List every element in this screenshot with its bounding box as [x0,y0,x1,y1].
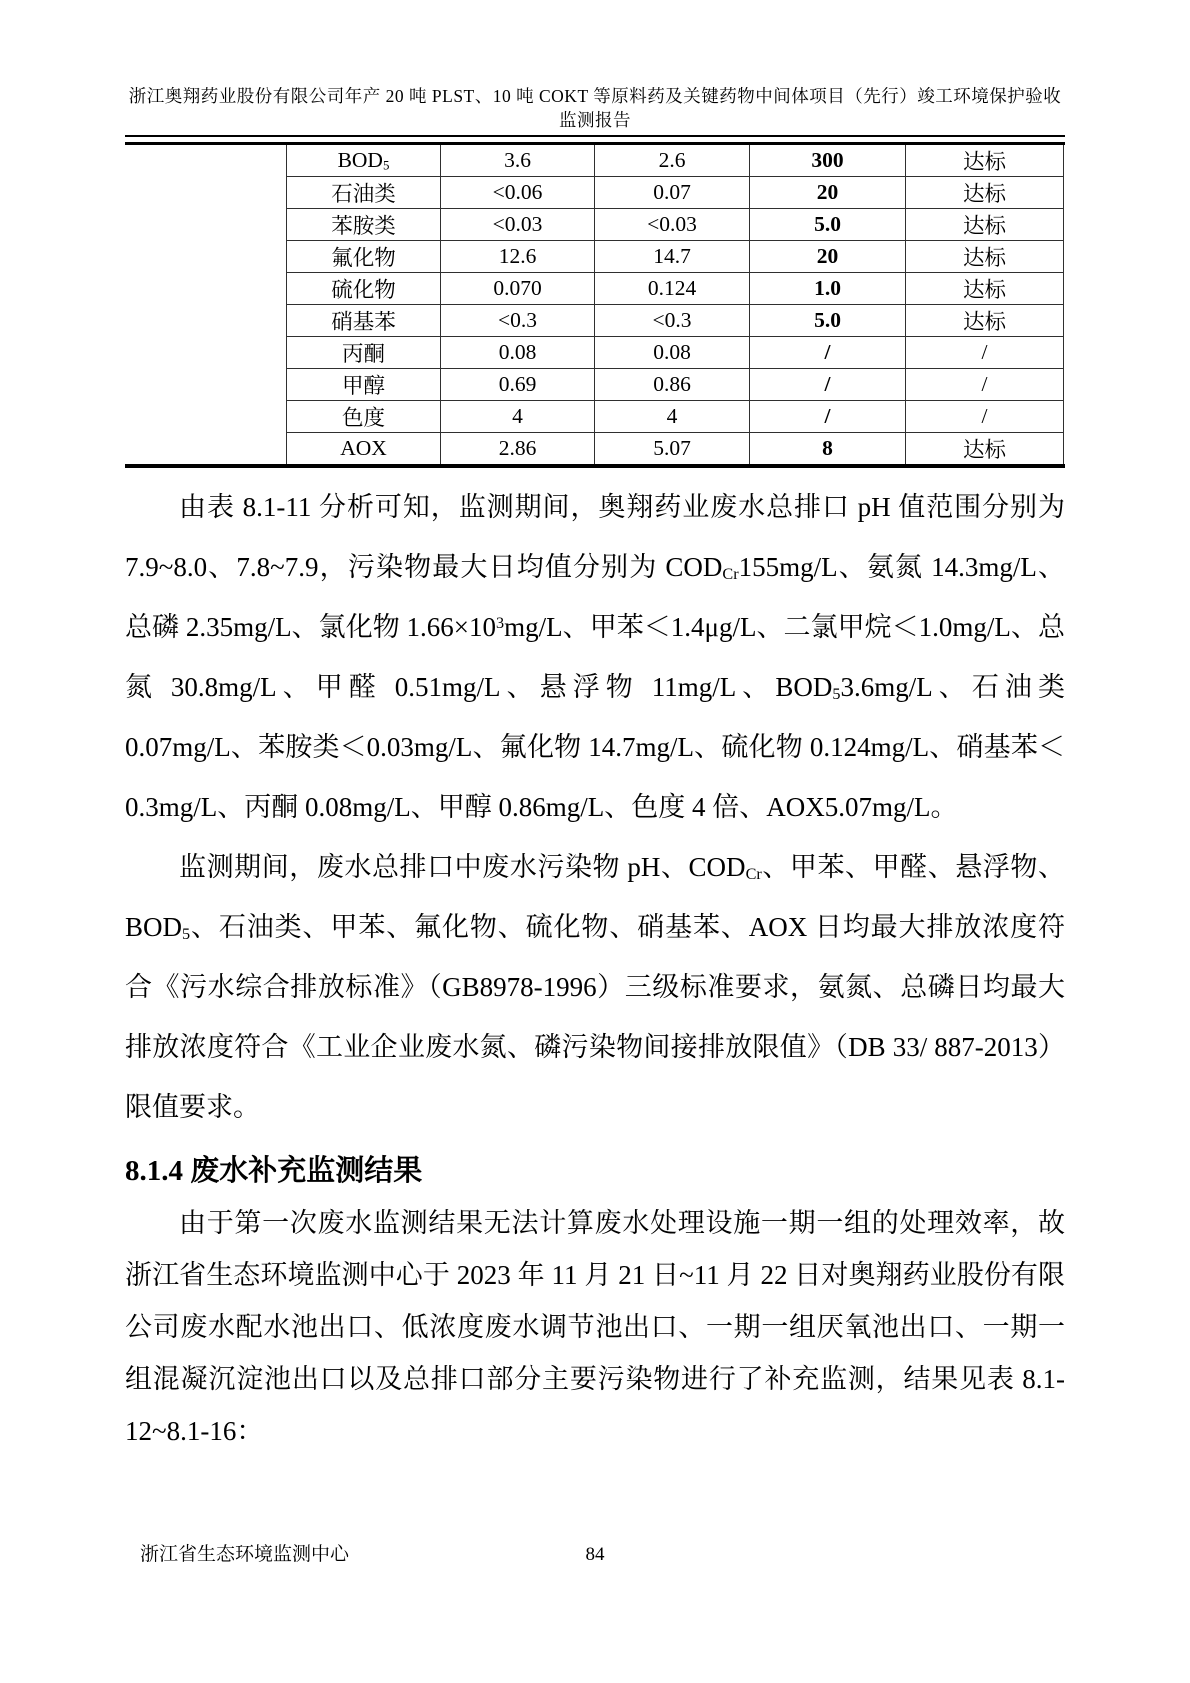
table-cell: <0.3 [441,305,595,337]
table-cell: 0.07 [595,177,750,209]
table-row [287,337,1064,369]
table-cell: 硝基苯 [287,305,441,337]
table-cell: 达标 [906,433,1064,465]
table-cell: / [750,369,906,401]
table-cell: 达标 [906,305,1064,337]
table-cell: 0.124 [595,273,750,305]
table-row [287,369,1064,401]
paragraph-supplementary-monitoring: 由于第一次废水监测结果无法计算废水处理设施一期一组的处理效率，故浙江省生态环境监测中心于 2023 年 11 月 21 日~11 月 22 日对奥翔药业股份有限公司废水配水池出口、低浓度废水调节池出口、一期一组厌氧池出口、一期一组混凝沉淀池出口以及总排口部分主要污染物进行了补充监测，结果见表 8.1-12~8.1-16： [125,1208,1065,1446]
table-cell: 达标 [906,177,1064,209]
table-cell: 达标 [906,273,1064,305]
table-cell: 2.6 [595,145,750,177]
header-title: 浙江奥翔药业股份有限公司年产 20 吨 PLST、10 吨 COKT 等原料药及关键药物中间体项目（先行）竣工环境保护验收监测报告 [128,86,1062,130]
table-cell: 20 [750,177,906,209]
table-cell: 5.07 [595,433,750,465]
table-cell: 丙酮 [287,337,441,369]
table-cell: 2.86 [441,433,595,465]
section-heading-8-1-4: 8.1.4 废水补充监测结果 [125,1155,423,1187]
table-cell: 石油类 [287,177,441,209]
table-row [287,433,1064,465]
table-row [287,241,1064,273]
table-cell: / [906,337,1064,369]
table-cell: 0.69 [441,369,595,401]
table-cell: 达标 [906,241,1064,273]
table-cell: 5.0 [750,305,906,337]
table-row [287,401,1064,433]
paragraph-standards-compliance: 监测期间，废水总排口中废水污染物 pH、$COD_{Cr}$、甲苯、甲醛、悬浮物、$BOD_5$、石油类、甲苯、氟化物、硫化物、硝基苯、AOX 日均最大排放浓度符合《污水综合排放标准》（GB8978-1996）三级标准要求，氨氮、总磷日均最大排放浓度符合《工业企业废水氮、磷污染物间接排放限值》（DB 33/ 887-2013）限值要求。 [125,852,1066,1122]
table-cell: 1.0 [750,273,906,305]
results-table-body [287,145,1064,464]
table-cell: <0.03 [595,209,750,241]
table-cell: 4 [595,401,750,433]
table-cell: <0.06 [441,177,595,209]
table-cell: <0.03 [441,209,595,241]
page-number: 84 [585,1544,605,1565]
table-cell: 300 [750,145,906,177]
table-cell: 苯胺类 [287,209,441,241]
paragraph-analysis-results: 由表 8.1-11 分析可知，监测期间，奥翔药业废水总排口 pH 值范围分别为 7.9~8.0、7.8~7.9，污染物最大日均值分别为 $COD_{Cr}155mg/L$、氨氮 14.3mg/L、总磷 2.35mg/L、氯化物 $1.66\times 10^3mg/L$、甲苯＜1.4μg/L、二氯甲烷＜1.0mg/L、总氮 30.8mg/L、甲醛 0.51mg/L、悬浮物 11mg/L、$BOD_53.6mg/L$、石油类 0.07mg/L、苯胺类＜0.03mg/L、氟化物 14.7mg/L、硫化物 0.124mg/L、硝基苯＜0.3mg/L、丙酮 0.08mg/L、甲醇 0.86mg/L、色度 4 倍、AOX5.07mg/L。 [125,492,1065,822]
table-cell: 5.0 [750,209,906,241]
header-rule [125,135,1065,137]
results-table-band [125,142,1065,468]
table-cell: 8 [750,433,906,465]
table-cell: 12.6 [441,241,595,273]
table-row [287,145,1064,177]
table-cell: 达标 [906,209,1064,241]
table-cell: 0.08 [441,337,595,369]
table-cell: AOX [287,433,441,465]
table-row [287,209,1064,241]
table-cell: 0.86 [595,369,750,401]
table-cell: / [750,337,906,369]
footer-organization: 浙江省生态环境监测中心 [140,1544,350,1565]
page-header [125,0,1065,137]
table-row [287,273,1064,305]
table-cell: 0.08 [595,337,750,369]
table-cell: 3.6 [441,145,595,177]
table-cell: 20 [750,241,906,273]
table-cell: $BOD_5$ [287,145,441,177]
table-cell: / [906,369,1064,401]
table-row [287,177,1064,209]
table-cell: 4 [441,401,595,433]
table-cell: 14.7 [595,241,750,273]
table-cell: 甲醇 [287,369,441,401]
table-row [287,305,1064,337]
table-cell: / [906,401,1064,433]
table-cell: 硫化物 [287,273,441,305]
table-cell: 达标 [906,145,1064,177]
table-cell: 色度 [287,401,441,433]
table-cell: 0.070 [441,273,595,305]
table-cell: <0.3 [595,305,750,337]
table-cell: 氟化物 [287,241,441,273]
results-table [286,145,1064,464]
table-cell: / [750,401,906,433]
